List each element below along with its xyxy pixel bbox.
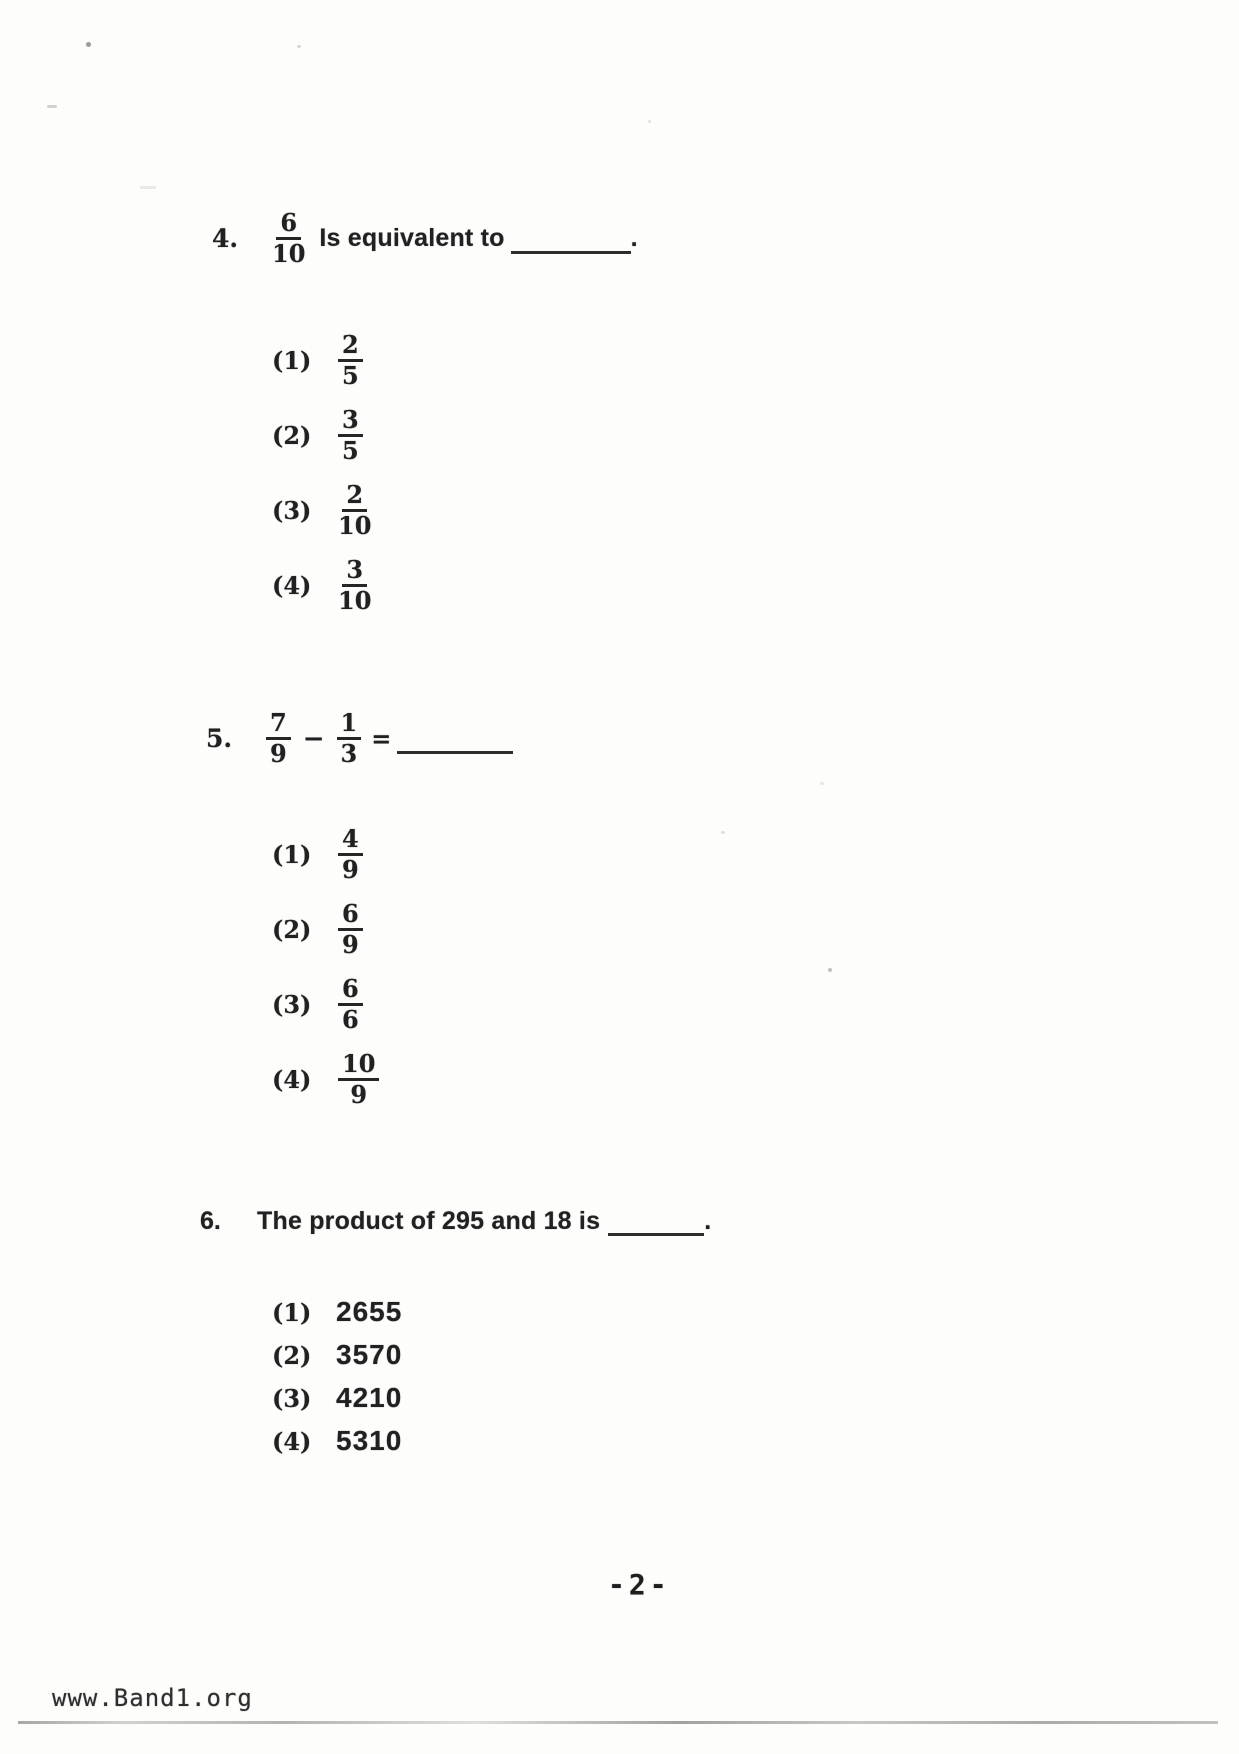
question-4-fraction [272, 210, 305, 267]
scan-speck [47, 105, 57, 108]
option-label: (4) [272, 1065, 312, 1094]
option-label: (4) [272, 1426, 312, 1456]
scan-speck [86, 42, 91, 47]
option-label: (1) [272, 840, 312, 869]
question-5-fraction-2 [337, 710, 362, 767]
option-label: (3) [272, 496, 312, 525]
option-fraction [338, 332, 363, 389]
option-fraction [338, 826, 363, 883]
minus-operator: − [302, 723, 325, 754]
q4-option-1 [272, 332, 371, 389]
equals-sign: = [371, 724, 392, 753]
scan-speck [828, 968, 832, 972]
option-label: (3) [272, 990, 312, 1019]
scan-speck [140, 186, 156, 189]
q4-option-2 [272, 407, 371, 464]
fraction-denominator: 5 [342, 436, 359, 465]
q5-option-1 [272, 826, 379, 883]
fraction-numerator: 6 [338, 976, 363, 1006]
option-label: (4) [272, 571, 312, 600]
fraction-denominator: 10 [338, 511, 372, 540]
fraction-denominator: 10 [338, 586, 372, 615]
scan-speck [648, 120, 651, 123]
fraction-numerator: 2 [342, 482, 367, 512]
fraction-denominator: 9 [342, 855, 359, 884]
fraction-numerator: 6 [276, 210, 301, 240]
q6-option-1 [272, 1297, 402, 1327]
fraction-denominator: 3 [340, 739, 358, 768]
fraction-numerator: 3 [338, 407, 363, 437]
fraction-denominator: 5 [342, 361, 359, 390]
question-6-end-punctuation: . [704, 1206, 712, 1235]
q6-option-2 [272, 1340, 402, 1370]
footer-website-url: www.Band1.org [52, 1684, 253, 1712]
fraction-denominator: 9 [270, 739, 287, 768]
option-value: 4210 [336, 1382, 403, 1413]
q5-option-3 [272, 976, 379, 1033]
fraction-numerator: 7 [266, 710, 291, 740]
q6-option-3 [272, 1383, 402, 1413]
question-5 [206, 710, 513, 767]
option-fraction [338, 1051, 379, 1108]
question-4-answer-blank [511, 224, 631, 254]
question-5-options [272, 826, 379, 1126]
fraction-numerator: 3 [342, 557, 367, 587]
fraction-numerator: 10 [338, 1051, 379, 1081]
option-value: 3570 [336, 1339, 403, 1370]
question-4-text: Is equivalent to [319, 224, 505, 252]
fraction-numerator: 4 [338, 826, 363, 856]
option-label: (2) [272, 421, 312, 450]
fraction-numerator: 1 [337, 710, 362, 740]
footer-divider-line [18, 1721, 1218, 1724]
question-6-text: The product of 295 and 18 is [257, 1206, 601, 1235]
option-fraction [338, 976, 363, 1033]
question-6-answer-blank [608, 1206, 704, 1236]
question-6 [200, 1206, 711, 1236]
question-6-options [272, 1297, 402, 1469]
fraction-numerator: 2 [338, 332, 363, 362]
question-6-number: 6. [200, 1206, 221, 1235]
option-label: (2) [272, 1340, 312, 1370]
q6-option-4 [272, 1426, 402, 1456]
question-4 [212, 210, 638, 267]
option-label: (3) [272, 1383, 312, 1413]
option-fraction [338, 482, 371, 539]
fraction-numerator: 6 [338, 901, 363, 931]
question-5-number: 5. [206, 724, 233, 753]
option-label: (2) [272, 915, 312, 944]
scan-speck [820, 782, 824, 785]
question-4-end-punctuation: . [630, 224, 638, 252]
page-number: -2- [608, 1568, 671, 1601]
fraction-denominator: 10 [272, 239, 306, 268]
option-value: 5310 [336, 1425, 403, 1456]
option-label: (1) [272, 1297, 312, 1327]
option-fraction [338, 901, 363, 958]
option-label: (1) [272, 346, 312, 375]
option-fraction [338, 557, 371, 614]
option-fraction [338, 407, 363, 464]
question-4-options [272, 332, 371, 632]
fraction-denominator: 6 [342, 1005, 359, 1034]
scan-speck [721, 831, 725, 834]
scan-speck [297, 45, 301, 48]
fraction-denominator: 9 [350, 1080, 368, 1109]
question-4-number: 4. [212, 224, 239, 253]
question-5-answer-blank [397, 724, 513, 754]
q4-option-3 [272, 482, 371, 539]
q5-option-2 [272, 901, 379, 958]
q5-option-4 [272, 1051, 379, 1108]
option-value: 2655 [336, 1296, 403, 1327]
question-5-fraction-1 [266, 710, 291, 767]
fraction-denominator: 9 [342, 930, 359, 959]
q4-option-4 [272, 557, 371, 614]
